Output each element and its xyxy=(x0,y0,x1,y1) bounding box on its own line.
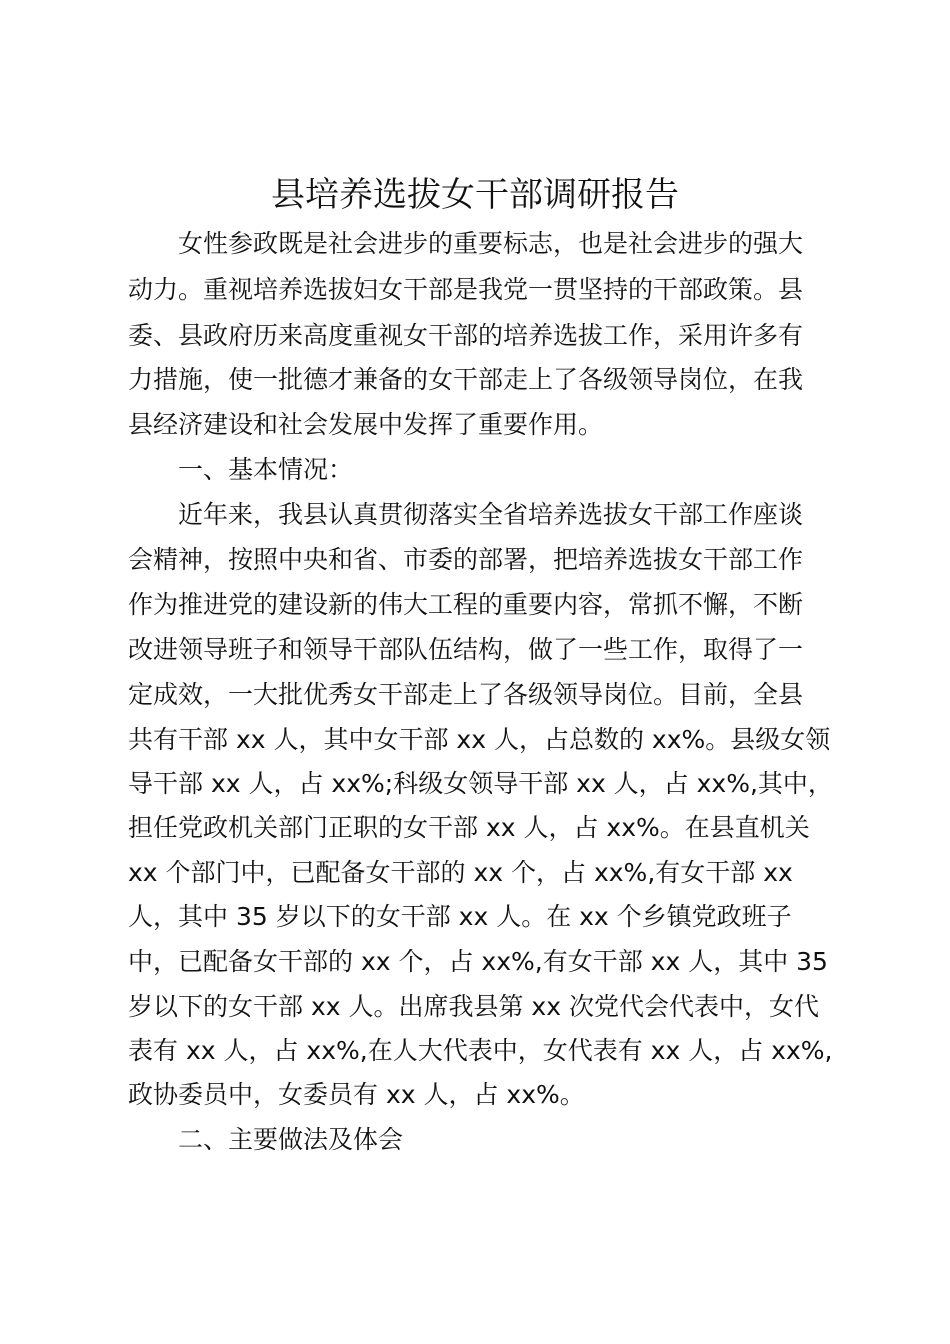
intro-line-3: 委、县政府历来高度重视女干部的培养选拔工作，采用许多有 xyxy=(128,321,804,350)
body-line-3: 作为推进党的建设新的伟大工程的重要内容，常抓不懈，不断 xyxy=(128,590,804,619)
body-line-7: 导干部 xx 人，占 xx%;科级女领导干部 xx 人，占 xx%,其中， xyxy=(128,769,833,798)
body-line-12: 岁以下的女干部 xx 人。出席我县第 xx 次党代会代表中，女代 xyxy=(128,992,819,1021)
body-line-9: xx 个部门中，已配备女干部的 xx 个，占 xx%,有女干部 xx xyxy=(128,858,793,887)
body-line-1: 近年来，我县认真贯彻落实全省培养选拔女干部工作座谈 xyxy=(178,500,804,529)
intro-line-2: 动力。重视培养选拔妇女干部是我党一贯坚持的干部政策。县 xyxy=(128,275,804,304)
document-title: 县培养选拔女干部调研报告 xyxy=(271,175,679,215)
intro-line-5: 县经济建设和社会发展中发挥了重要作用。 xyxy=(128,410,604,439)
body-line-2: 会精神，按照中央和省、市委的部署，把培养选拔女干部工作 xyxy=(128,545,804,574)
body-line-11: 中，已配备女干部的 xx 个，占 xx%,有女干部 xx 人，其中 35 xyxy=(128,947,828,976)
body-line-4: 改进领导班子和领导干部队伍结构，做了一些工作，取得了一 xyxy=(128,635,804,664)
body-line-6: 共有干部 xx 人，其中女干部 xx 人，占总数的 xx%。县级女领 xyxy=(128,725,831,754)
body-line-13: 表有 xx 人，占 xx%,在人大代表中，女代表有 xx 人，占 xx%, xyxy=(128,1036,833,1065)
body-line-5: 定成效，一大批优秀女干部走上了各级领导岗位。目前，全县 xyxy=(128,680,804,709)
body-line-8: 担任党政机关部门正职的女干部 xx 人，占 xx%。在县直机关 xyxy=(128,813,810,842)
section-heading-2: 二、主要做法及体会 xyxy=(178,1125,404,1154)
intro-line-4: 力措施，使一批德才兼备的女干部走上了各级领导岗位，在我 xyxy=(128,365,804,394)
body-line-14: 政协委员中，女委员有 xx 人，占 xx%。 xyxy=(128,1080,585,1109)
section-heading-1: 一、基本情况： xyxy=(178,455,354,484)
intro-line-1: 女性参政既是社会进步的重要标志，也是社会进步的强大 xyxy=(178,229,804,258)
body-line-10: 人，其中 35 岁以下的女干部 xx 人。在 xx 个乡镇党政班子 xyxy=(128,902,792,931)
